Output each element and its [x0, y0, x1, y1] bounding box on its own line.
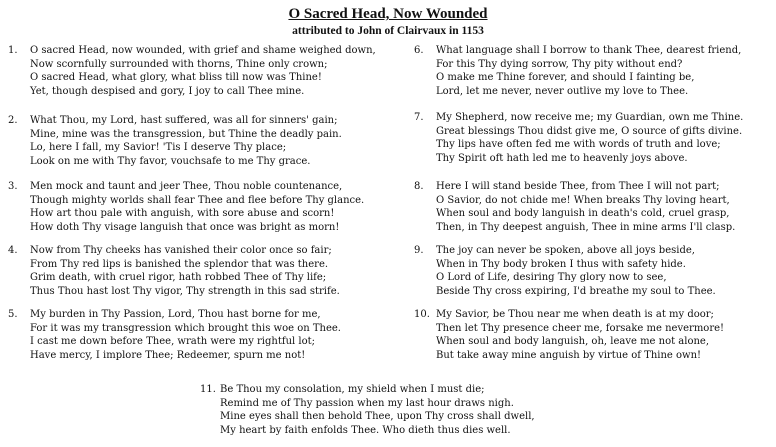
- verse-line: What Thou, my Lord, hast suffered, was all for sinners' gain;: [30, 115, 338, 126]
- verse-line: Though mighty worlds shall fear Thee and flee before Thy glance.: [30, 194, 365, 206]
- verse-line: What language shall I borrow to thank Thee, dearest friend,: [436, 45, 742, 56]
- verse-line: How art thou pale with anguish, with sore abuse and scorn!: [30, 208, 335, 220]
- verse-number: 7.: [414, 112, 424, 123]
- verse-number: 8.: [414, 181, 424, 192]
- verse-line: But take away mine anguish by virtue of Thine own!: [436, 349, 702, 361]
- verse-line: My Savior, be Thou near me when death is at my door;: [436, 309, 714, 320]
- page-subtitle: attributed to John of Clairvaux in 1153: [292, 25, 484, 37]
- verse-line: Now from Thy cheeks has vanished their color once so fair;: [30, 245, 332, 256]
- verse-line: When in Thy body broken I thus with safety hide.: [436, 258, 686, 270]
- verse-line: My burden in Thy Passion, Lord, Thou hast borne for me,: [30, 309, 321, 320]
- verse-line: The joy can never be spoken, above all joys beside,: [436, 245, 695, 256]
- verse-line: Thus Thou hast lost Thy vigor, Thy strength in this sad strife.: [30, 285, 340, 297]
- verse-line: Lo, here I fall, my Savior! 'Tis I deserve Thy place;: [30, 142, 287, 154]
- verse-line: Mine, mine was the transgression, but Thine the deadly pain.: [30, 128, 342, 140]
- verse-line: How doth Thy visage languish that once was bright as morn!: [30, 221, 340, 233]
- verse-line: Then let Thy presence cheer me, forsake me nevermore!: [436, 322, 725, 334]
- verse-line: I cast me down before Thee, wrath were my rightful lot;: [30, 336, 315, 348]
- verse-line: Men mock and taunt and jeer Thee, Thou noble countenance,: [30, 181, 343, 192]
- verse-line: Thy Spirit oft hath led me to heavenly joys above.: [436, 152, 688, 164]
- verse-line: Then, in Thy deepest anguish, Thee in mine arms I'll clasp.: [436, 221, 736, 233]
- verse-line: Mine eyes shall then behold Thee, upon Thy cross shall dwell,: [220, 411, 535, 423]
- verse-line: Grim death, with cruel rigor, hath robbed Thee of Thy life;: [30, 272, 327, 284]
- verse-line: Be Thou my consolation, my shield when I must die;: [220, 384, 485, 395]
- verse-number: 10.: [414, 309, 430, 320]
- verse-number: 4.: [8, 245, 18, 256]
- verse-line: O make me Thine forever, and should I fainting be,: [436, 72, 695, 84]
- verse-line: Lord, let me never, never outlive my love to Thee.: [436, 85, 689, 97]
- verse-line: Yet, though despised and gory, I joy to call Thee mine.: [30, 85, 305, 97]
- verse-line: When soul and body languish, oh, leave me not alone,: [436, 336, 710, 348]
- verse-number: 5.: [8, 309, 18, 320]
- verse-number: 6.: [414, 45, 424, 56]
- verse-line: O sacred Head, what glory, what bliss till now was Thine!: [30, 72, 322, 84]
- verse-line: For this Thy dying sorrow, Thy pity without end?: [436, 58, 683, 70]
- verse-line: For it was my transgression which brought this woe on Thee.: [30, 322, 341, 334]
- verse-line: My heart by faith enfolds Thee. Who dieth thus dies well.: [220, 424, 511, 436]
- verse-number: 2.: [8, 115, 18, 126]
- verse-line: Here I will stand beside Thee, from Thee I will not part;: [436, 181, 720, 192]
- verse-line: O sacred Head, now wounded, with grief and shame weighed down,: [30, 45, 376, 56]
- verse-number: 11.: [200, 384, 216, 395]
- verse-number: 9.: [414, 245, 424, 256]
- verse-line: Have mercy, I implore Thee; Redeemer, spurn me not!: [30, 349, 306, 361]
- verse-line: When soul and body languish in death's cold, cruel grasp,: [436, 208, 730, 220]
- verse-line: O Lord of Life, desiring Thy glory now to see,: [436, 272, 667, 284]
- verse-line: Beside Thy cross expiring, I'd breathe my soul to Thee.: [436, 285, 716, 297]
- verse-number: 3.: [8, 181, 18, 192]
- verse-line: Thy lips have often fed me with words of truth and love;: [436, 139, 721, 151]
- verse-line: Look on me with Thy favor, vouchsafe to me Thy grace.: [30, 155, 311, 167]
- verse-line: My Shepherd, now receive me; my Guardian, own me Thine.: [436, 112, 744, 123]
- verse-line: Remind me of Thy passion when my last hour draws nigh.: [220, 397, 514, 409]
- verse-line: Now scornfully surrounded with thorns, Thine only crown;: [30, 58, 328, 70]
- verse-line: O Savior, do not chide me! When breaks Thy loving heart,: [436, 194, 730, 206]
- verse-number: 1.: [8, 45, 18, 56]
- verse-line: From Thy red lips is banished the splendor that was there.: [30, 258, 329, 270]
- verse-line: Great blessings Thou didst give me, O source of gifts divine.: [436, 125, 743, 137]
- page-title: O Sacred Head, Now Wounded: [288, 6, 488, 22]
